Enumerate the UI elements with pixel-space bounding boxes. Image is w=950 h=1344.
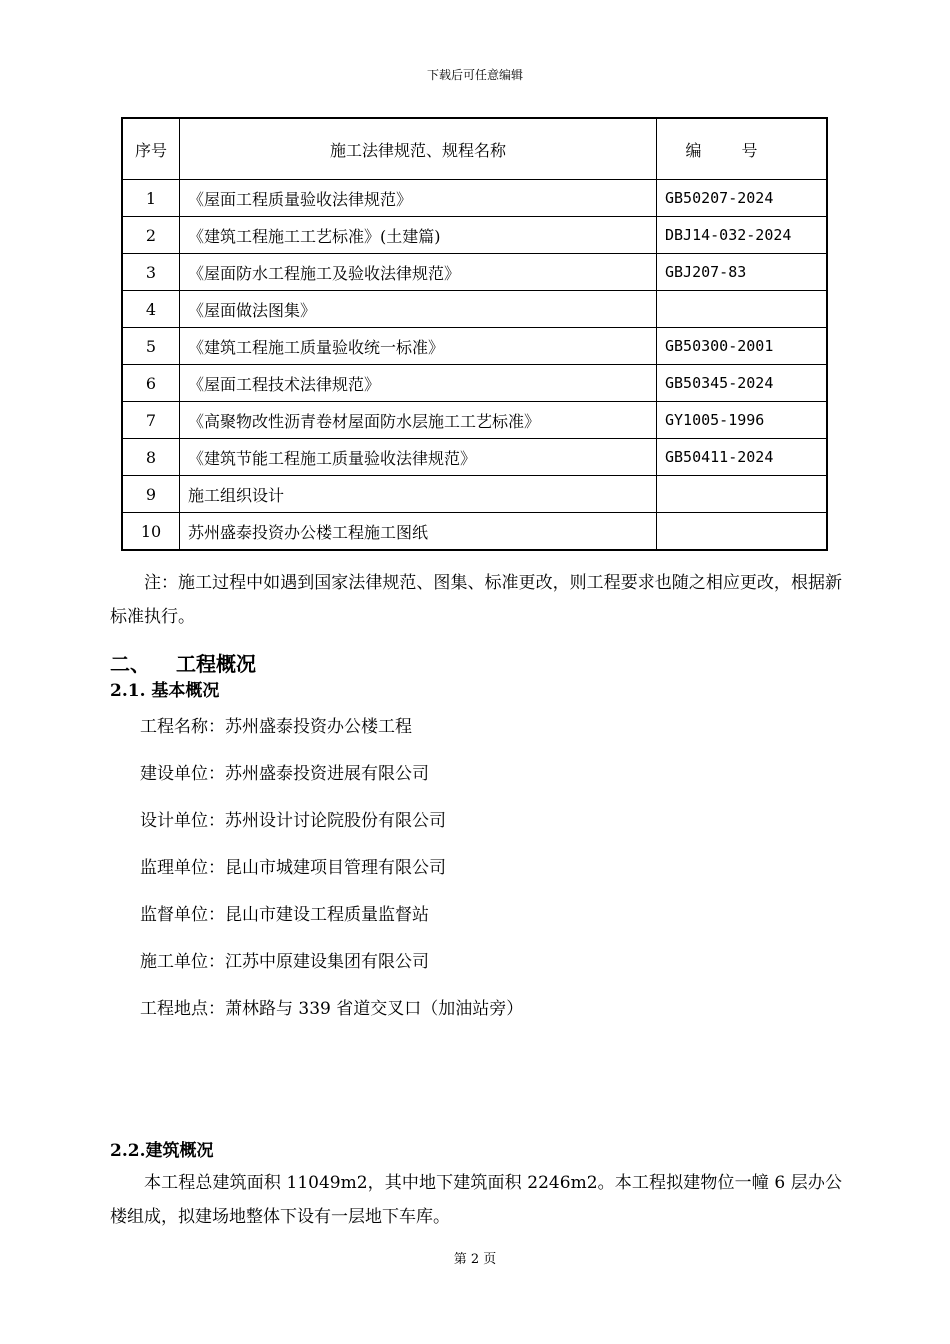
row-name: 《屋面防水工程施工及验收法律规范》	[180, 254, 657, 291]
row-code	[657, 513, 828, 551]
row-name: 《屋面工程质量验收法律规范》	[180, 180, 657, 217]
row-name: 《建筑工程施工工艺标准》(土建篇)	[180, 217, 657, 254]
info-contractor: 施工单位：江苏中原建设集团有限公司	[140, 952, 429, 972]
table-row	[122, 513, 827, 551]
row-code: GB50300-2001	[657, 328, 828, 365]
row-code	[657, 291, 828, 328]
page-number: 第 2 页	[453, 1252, 497, 1267]
row-no: 10	[122, 513, 180, 551]
info-project-name: 工程名称：苏州盛泰投资办公楼工程	[140, 717, 412, 737]
info-owner: 建设单位：苏州盛泰投资进展有限公司	[140, 764, 429, 784]
subsection-heading-basic: 2.1. 基本概况	[110, 681, 220, 701]
page-header: 下载后可任意编辑	[426, 68, 523, 82]
row-no: 5	[122, 328, 180, 365]
row-no: 2	[122, 217, 180, 254]
row-code: GB50345-2024	[657, 365, 828, 402]
table-row	[122, 365, 827, 402]
table-row	[122, 439, 827, 476]
info-location: 工程地点：萧林路与 339 省道交叉口（加油站旁）	[140, 999, 524, 1019]
row-name: 苏州盛泰投资办公楼工程施工图纸	[180, 513, 657, 551]
table-header-row	[122, 118, 827, 180]
row-name: 《建筑节能工程施工质量验收法律规范》	[180, 439, 657, 476]
table-row	[122, 180, 827, 217]
table-row	[122, 254, 827, 291]
row-no: 8	[122, 439, 180, 476]
header-code: 编号	[657, 118, 828, 180]
section-title: 工程概况	[176, 652, 256, 676]
row-code	[657, 476, 828, 513]
row-code: GB50411-2024	[657, 439, 828, 476]
row-name: 《屋面做法图集》	[180, 291, 657, 328]
building-overview-paragraph: 本工程总建筑面积 11049m2，其中地下建筑面积 2246m2。本工程拟建物位一幢 6 层办公楼组成，拟建场地整体下设有一层地下车库。	[110, 1173, 842, 1227]
header-name: 施工法律规范、规程名称	[180, 118, 657, 180]
section-number: 二、	[110, 652, 150, 676]
row-name: 施工组织设计	[180, 476, 657, 513]
row-no: 7	[122, 402, 180, 439]
row-code: GY1005-1996	[657, 402, 828, 439]
table-row	[122, 291, 827, 328]
row-no: 4	[122, 291, 180, 328]
table-note: 注：施工过程中如遇到国家法律规范、图集、标准更改，则工程要求也随之相应更改，根据新标准执行。	[110, 573, 842, 627]
table-row	[122, 476, 827, 513]
row-name: 《建筑工程施工质量验收统一标准》	[180, 328, 657, 365]
section-heading	[110, 648, 256, 677]
table-row	[122, 402, 827, 439]
standards-table	[121, 117, 828, 551]
info-inspector: 监督单位：昆山市建设工程质量监督站	[140, 905, 429, 925]
row-no: 3	[122, 254, 180, 291]
subsection-heading-building: 2.2.建筑概况	[110, 1141, 214, 1161]
row-no: 9	[122, 476, 180, 513]
row-name: 《屋面工程技术法律规范》	[180, 365, 657, 402]
info-supervisor: 监理单位：昆山市城建项目管理有限公司	[140, 858, 446, 878]
row-code: GBJ207-83	[657, 254, 828, 291]
header-no: 序号	[122, 118, 180, 180]
row-code: GB50207-2024	[657, 180, 828, 217]
table-row	[122, 328, 827, 365]
row-no: 6	[122, 365, 180, 402]
row-name: 《高聚物改性沥青卷材屋面防水层施工工艺标准》	[180, 402, 657, 439]
row-code: DBJ14-032-2024	[657, 217, 828, 254]
row-no: 1	[122, 180, 180, 217]
info-designer: 设计单位：苏州设计讨论院股份有限公司	[140, 811, 446, 831]
table-row	[122, 217, 827, 254]
